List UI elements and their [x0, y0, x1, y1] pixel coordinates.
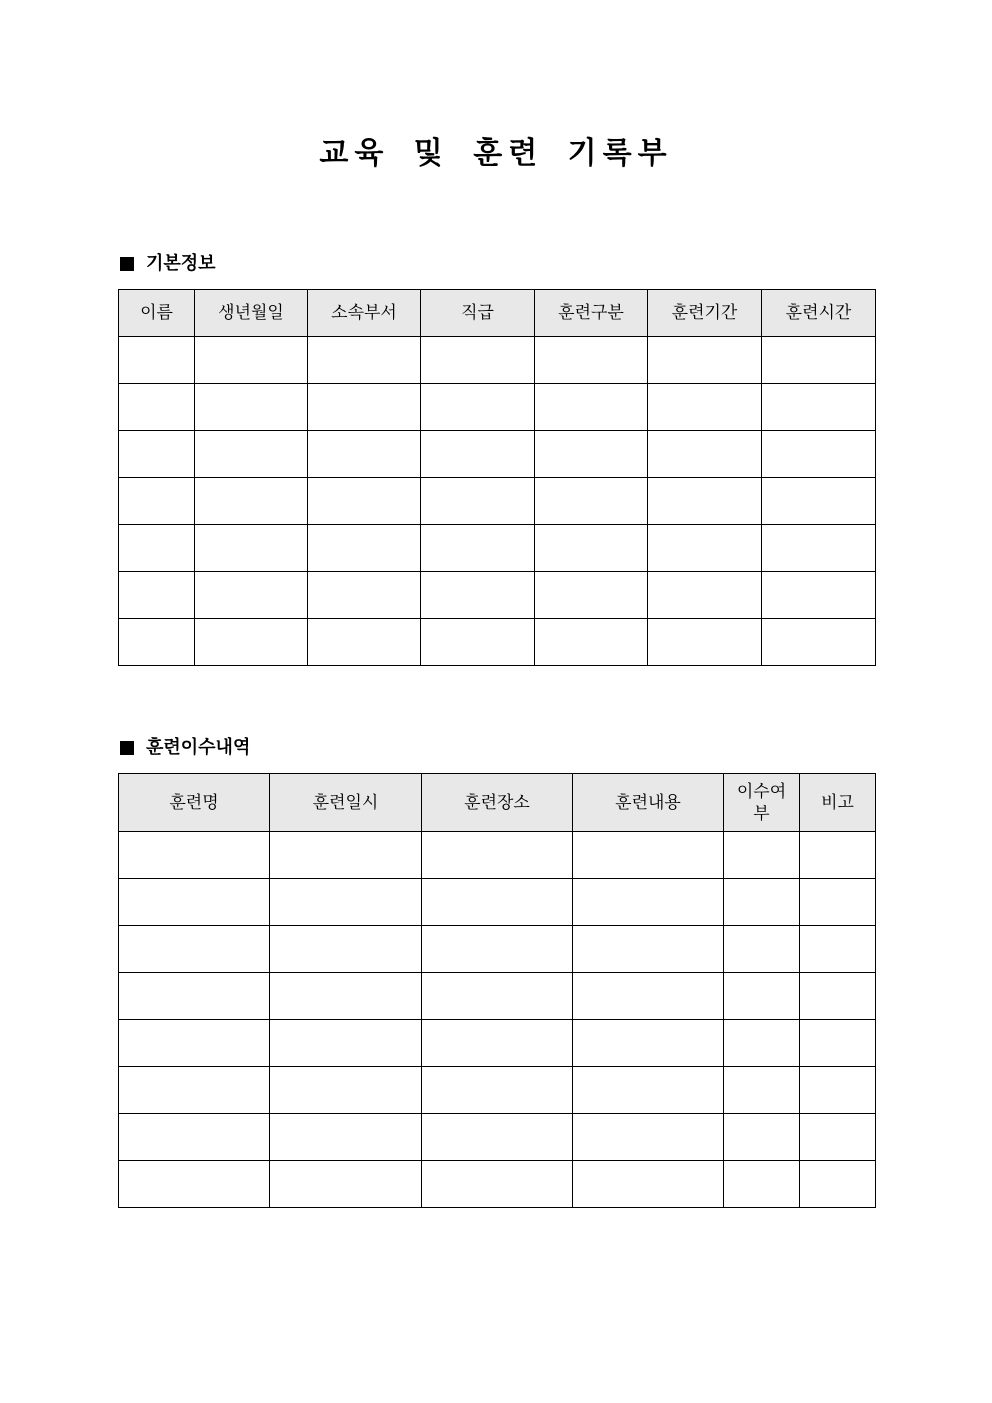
- square-bullet-icon: [120, 741, 134, 755]
- training-history-cell[interactable]: [573, 832, 724, 879]
- basic-info-cell[interactable]: [308, 337, 421, 384]
- training-history-cell[interactable]: [119, 879, 270, 926]
- square-bullet-icon: [120, 257, 134, 271]
- training-history-cell[interactable]: [724, 1067, 800, 1114]
- training-history-cell[interactable]: [573, 973, 724, 1020]
- basic-info-cell[interactable]: [308, 619, 421, 666]
- basic-info-cell[interactable]: [535, 478, 648, 525]
- training-history-cell[interactable]: [422, 973, 573, 1020]
- basic-info-cell[interactable]: [421, 572, 535, 619]
- training-history-cell[interactable]: [270, 879, 422, 926]
- column-header-department: 소속부서: [308, 290, 421, 337]
- basic-info-cell[interactable]: [762, 431, 876, 478]
- training-history-cell[interactable]: [422, 1067, 573, 1114]
- training-history-cell[interactable]: [800, 1114, 876, 1161]
- training-history-cell[interactable]: [422, 926, 573, 973]
- column-header-birthdate: 생년월일: [195, 290, 308, 337]
- training-history-cell[interactable]: [119, 973, 270, 1020]
- training-history-cell[interactable]: [724, 1114, 800, 1161]
- basic-info-row: [119, 572, 876, 619]
- column-header-completion-label: 이수여부: [736, 781, 787, 824]
- training-history-cell[interactable]: [800, 1067, 876, 1114]
- basic-info-cell[interactable]: [308, 384, 421, 431]
- basic-info-cell[interactable]: [195, 619, 308, 666]
- training-history-cell[interactable]: [422, 1020, 573, 1067]
- training-history-cell[interactable]: [573, 1067, 724, 1114]
- training-history-cell[interactable]: [270, 1114, 422, 1161]
- basic-info-heading-label: 기본정보: [146, 253, 216, 274]
- training-history-cell[interactable]: [724, 1020, 800, 1067]
- basic-info-body: [119, 337, 876, 666]
- basic-info-cell[interactable]: [762, 619, 876, 666]
- column-header-training-datetime: 훈련일시: [270, 774, 422, 832]
- training-history-cell[interactable]: [119, 1067, 270, 1114]
- training-history-row: [119, 1161, 876, 1208]
- basic-info-cell[interactable]: [308, 478, 421, 525]
- basic-info-cell[interactable]: [762, 478, 876, 525]
- basic-info-cell[interactable]: [535, 619, 648, 666]
- training-history-row: [119, 1020, 876, 1067]
- basic-info-cell[interactable]: [308, 525, 421, 572]
- basic-info-cell[interactable]: [195, 337, 308, 384]
- training-history-cell[interactable]: [270, 973, 422, 1020]
- basic-info-cell[interactable]: [648, 478, 762, 525]
- page-title: 교육 및 훈련 기록부: [319, 136, 673, 171]
- column-header-completion: [724, 774, 800, 832]
- training-history-cell[interactable]: [800, 879, 876, 926]
- training-history-cell[interactable]: [724, 832, 800, 879]
- training-history-cell[interactable]: [270, 1020, 422, 1067]
- training-history-cell[interactable]: [800, 926, 876, 973]
- basic-info-cell[interactable]: [119, 525, 195, 572]
- column-header-name: 이름: [119, 290, 195, 337]
- training-history-cell[interactable]: [573, 926, 724, 973]
- basic-info-row: [119, 337, 876, 384]
- basic-info-header-row: [119, 290, 876, 337]
- basic-info-cell[interactable]: [195, 525, 308, 572]
- training-history-cell[interactable]: [422, 1161, 573, 1208]
- basic-info-cell[interactable]: [195, 572, 308, 619]
- basic-info-cell[interactable]: [421, 431, 535, 478]
- training-history-cell[interactable]: [119, 832, 270, 879]
- basic-info-cell[interactable]: [648, 572, 762, 619]
- column-header-training-period: 훈련기간: [648, 290, 762, 337]
- training-history-row: [119, 832, 876, 879]
- basic-info-cell[interactable]: [119, 619, 195, 666]
- training-history-cell[interactable]: [119, 1114, 270, 1161]
- column-header-position: 직급: [421, 290, 535, 337]
- basic-info-cell[interactable]: [535, 525, 648, 572]
- basic-info-cell[interactable]: [119, 572, 195, 619]
- basic-info-cell[interactable]: [648, 525, 762, 572]
- basic-info-cell[interactable]: [195, 384, 308, 431]
- training-history-cell[interactable]: [573, 879, 724, 926]
- training-history-cell[interactable]: [800, 973, 876, 1020]
- column-header-training-type: 훈련구분: [535, 290, 648, 337]
- basic-info-row: [119, 478, 876, 525]
- training-history-cell[interactable]: [270, 832, 422, 879]
- basic-info-cell[interactable]: [535, 337, 648, 384]
- basic-info-row: [119, 384, 876, 431]
- training-history-cell[interactable]: [422, 1114, 573, 1161]
- column-header-training-content: 훈련내용: [573, 774, 724, 832]
- basic-info-cell[interactable]: [762, 572, 876, 619]
- training-history-cell[interactable]: [119, 1161, 270, 1208]
- training-history-cell[interactable]: [422, 879, 573, 926]
- training-history-body: [119, 832, 876, 1208]
- training-history-cell[interactable]: [270, 1161, 422, 1208]
- training-history-row: [119, 1114, 876, 1161]
- basic-info-cell[interactable]: [195, 431, 308, 478]
- training-history-cell[interactable]: [119, 926, 270, 973]
- training-history-cell[interactable]: [573, 1114, 724, 1161]
- basic-info-row: [119, 525, 876, 572]
- training-history-cell[interactable]: [800, 832, 876, 879]
- basic-info-table: [118, 289, 876, 666]
- training-history-cell[interactable]: [573, 1161, 724, 1208]
- training-history-cell[interactable]: [800, 1020, 876, 1067]
- training-history-cell[interactable]: [724, 926, 800, 973]
- basic-info-cell[interactable]: [648, 619, 762, 666]
- training-history-cell[interactable]: [724, 879, 800, 926]
- basic-info-heading: [118, 252, 216, 276]
- basic-info-cell[interactable]: [421, 478, 535, 525]
- basic-info-cell[interactable]: [421, 337, 535, 384]
- training-history-cell[interactable]: [800, 1161, 876, 1208]
- training-history-row: [119, 879, 876, 926]
- basic-info-cell[interactable]: [535, 384, 648, 431]
- training-history-row: [119, 973, 876, 1020]
- basic-info-cell[interactable]: [119, 478, 195, 525]
- basic-info-cell[interactable]: [762, 384, 876, 431]
- basic-info-cell[interactable]: [119, 431, 195, 478]
- basic-info-cell[interactable]: [308, 572, 421, 619]
- basic-info-cell[interactable]: [421, 525, 535, 572]
- basic-info-row: [119, 431, 876, 478]
- training-history-heading-label: 훈련이수내역: [146, 737, 251, 758]
- basic-info-cell[interactable]: [119, 384, 195, 431]
- training-history-cell[interactable]: [270, 1067, 422, 1114]
- column-header-training-hours: 훈련시간: [762, 290, 876, 337]
- training-history-cell[interactable]: [724, 1161, 800, 1208]
- training-history-row: [119, 1067, 876, 1114]
- training-history-heading: [118, 736, 250, 760]
- basic-info-cell[interactable]: [535, 431, 648, 478]
- training-history-row: [119, 926, 876, 973]
- basic-info-cell[interactable]: [648, 384, 762, 431]
- training-history-table: [118, 773, 876, 1208]
- basic-info-cell[interactable]: [648, 431, 762, 478]
- training-history-cell[interactable]: [422, 832, 573, 879]
- basic-info-cell[interactable]: [421, 619, 535, 666]
- training-history-cell[interactable]: [119, 1020, 270, 1067]
- training-history-header-row: [119, 774, 876, 832]
- column-header-training-location: 훈련장소: [422, 774, 573, 832]
- training-history-cell[interactable]: [724, 973, 800, 1020]
- basic-info-cell[interactable]: [648, 337, 762, 384]
- column-header-remarks: 비고: [800, 774, 876, 832]
- basic-info-cell[interactable]: [195, 478, 308, 525]
- basic-info-cell[interactable]: [421, 384, 535, 431]
- column-header-training-name: 훈련명: [119, 774, 270, 832]
- basic-info-cell[interactable]: [762, 337, 876, 384]
- basic-info-cell[interactable]: [308, 431, 421, 478]
- training-history-cell[interactable]: [270, 926, 422, 973]
- training-history-cell[interactable]: [573, 1020, 724, 1067]
- basic-info-cell[interactable]: [535, 572, 648, 619]
- basic-info-row: [119, 619, 876, 666]
- basic-info-cell[interactable]: [119, 337, 195, 384]
- basic-info-cell[interactable]: [762, 525, 876, 572]
